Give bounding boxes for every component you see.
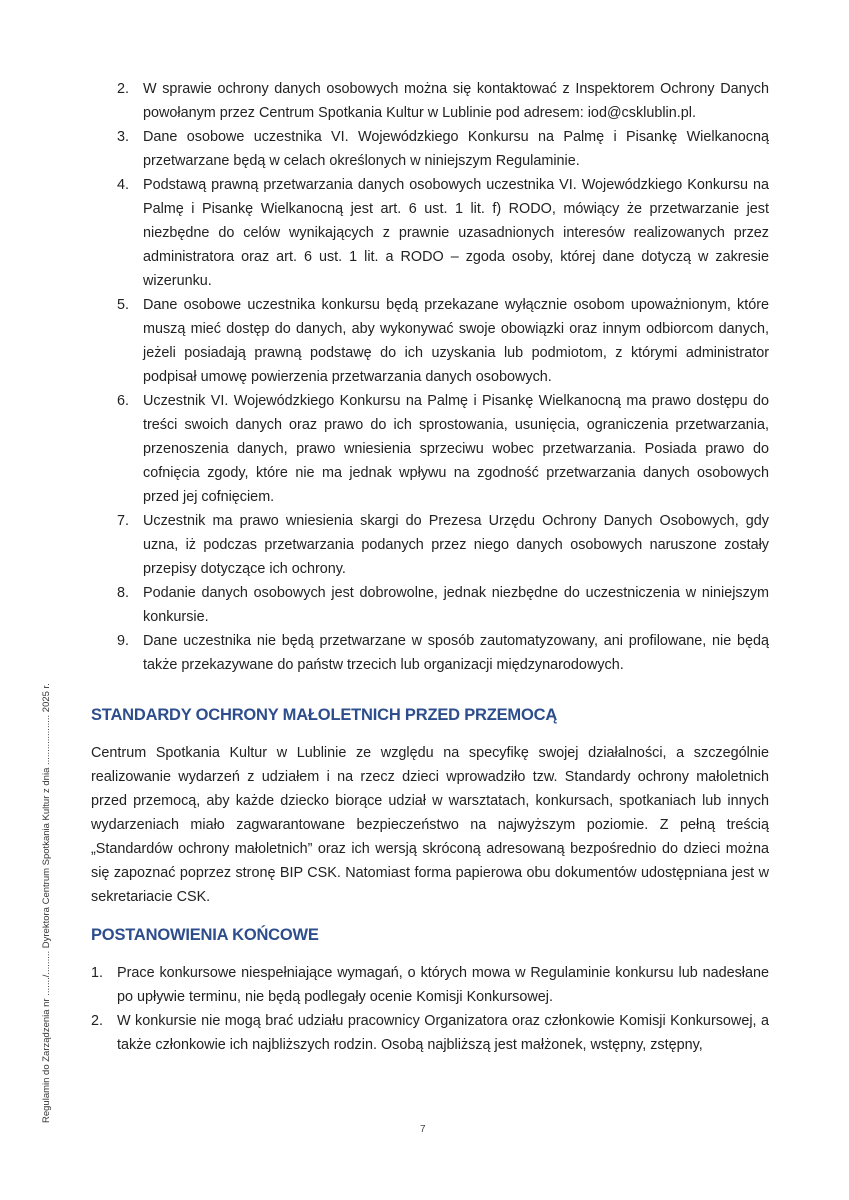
item-number: 2. (91, 1013, 104, 1029)
list-item (117, 173, 769, 293)
item-number: 2. (117, 81, 130, 97)
list-item (91, 961, 769, 1009)
item-number: 1. (91, 965, 104, 981)
item-text: W sprawie ochrony danych osobowych można się kontaktować z Inspektorem Ochrony Danych powołanym przez Centrum Spotkania Kultur w Lublinie pod adresem: iod@csklublin.pl. (143, 81, 769, 121)
item-text: Uczestnik VI. Wojewódzkiego Konkursu na Palmę i Pisankę Wielkanocną ma prawo dostępu do treści swoich danych oraz prawo do ich sprostowania, usunięcia, ograniczenia przetwarzania, przenoszenia danych, prawo wniesienia sprzeciwu wobec przetwarzania. Posiada prawo do cofnięcia zgody, które nie ma jednak wpływu na zgodność przetwarzania danych osobowych przed jej cofnięciem. (143, 393, 769, 505)
list-item (117, 389, 769, 509)
final-provisions-list (91, 961, 769, 1057)
sidebar-reference-text: Regulamin do Zarządzenia nr ......./......... Dyrektora Centrum Spotkania Kultur z dnia ................... 2025 r. (41, 683, 52, 1123)
list-item (117, 509, 769, 581)
list-item (117, 125, 769, 173)
page-number: 7 (420, 1124, 426, 1135)
item-text: Podanie danych osobowych jest dobrowolne, jednak niezbędne do uczestniczenia w niniejszym konkursie. (143, 585, 769, 625)
section-heading-final-provisions: POSTANOWIENIA KOŃCOWE (91, 926, 319, 944)
item-text: Podstawą prawną przetwarzania danych osobowych uczestnika VI. Wojewódzkiego Konkursu na Palmę i Pisankę Wielkanocną jest art. 6 ust. 1 lit. f) RODO, mówiący że przetwarzanie jest niezbędne do celów wynikających z prawnie uzasadnionych interesów realizowanych przez administratora oraz art. 6 ust. 1 lit. a RODO – zgoda osoby, której dane dotyczą w zakresie wizerunku. (143, 177, 769, 289)
item-number: 3. (117, 129, 130, 145)
item-text: Dane uczestnika nie będą przetwarzane w sposób zautomatyzowany, ani profilowane, nie będą także przekazywane do państw trzecich lub organizacji międzynarodowych. (143, 633, 769, 673)
item-text: Uczestnik ma prawo wniesienia skargi do Prezesa Urzędu Ochrony Danych Osobowych, gdy uzna, iż podczas przetwarzania podanych przez niego danych osobowych naruszone zostały przepisy dotyczące ich ochrony. (143, 513, 769, 577)
standards-paragraph: Centrum Spotkania Kultur w Lublinie ze względu na specyfikę swojej działalności, a szczególnie realizowanie wydarzeń z udziałem i na rzecz dzieci wprowadziło tzw. Standardy ochrony małoletnich przed przemocą, aby każde dziecko biorące udział w warsztatach, konkursach, spotkaniach lub innych wydarzeniach miało zagwarantowane bezpieczeństwo na najwyższym poziomie. Z pełną treścią „Standardów ochrony małoletnich” oraz ich wersją skróconą adresowaną bezpośrednio do dzieci można się zapoznać poprzez stronę BIP CSK. Natomiast forma papierowa obu dokumentów udostępniana jest w sekretariacie CSK. (91, 745, 769, 905)
item-text: Dane osobowe uczestnika konkursu będą przekazane wyłącznie osobom upoważnionym, które muszą mieć dostęp do danych, aby wykonywać swoje obowiązki oraz innym odbiorcom danych, jeżeli posiadają prawną podstawę do ich uzyskania lub podmiotom, z którymi administrator podpisał umowę powierzenia przetwarzania danych osobowych. (143, 297, 769, 385)
section-heading-standards: STANDARDY OCHRONY MAŁOLETNICH PRZED PRZEMOCĄ (91, 706, 558, 724)
list-item (91, 1009, 769, 1057)
list-item (117, 77, 769, 125)
item-number: 5. (117, 297, 130, 313)
item-number: 9. (117, 633, 130, 649)
item-text: Prace konkursowe niespełniające wymagań, o których mowa w Regulaminie konkursu lub nadesłane po upływie terminu, nie będą podlegały ocenie Komisji Konkursowej. (117, 965, 769, 1005)
list-item (117, 293, 769, 389)
item-number: 4. (117, 177, 130, 193)
item-text: W konkursie nie mogą brać udziału pracownicy Organizatora oraz członkowie Komisji Konkursowej, a także członkowie ich najbliższych rodzin. Osobą najbliższą jest małżonek, wstępny, zstępny, (117, 1013, 769, 1053)
list-item (117, 581, 769, 629)
item-number: 7. (117, 513, 130, 529)
item-number: 8. (117, 585, 130, 601)
item-number: 6. (117, 393, 130, 409)
item-text: Dane osobowe uczestnika VI. Wojewódzkiego Konkursu na Palmę i Pisankę Wielkanocną przetwarzane będą w celach określonych w niniejszym Regulaminie. (143, 129, 769, 169)
privacy-list (117, 77, 769, 677)
list-item (117, 629, 769, 677)
